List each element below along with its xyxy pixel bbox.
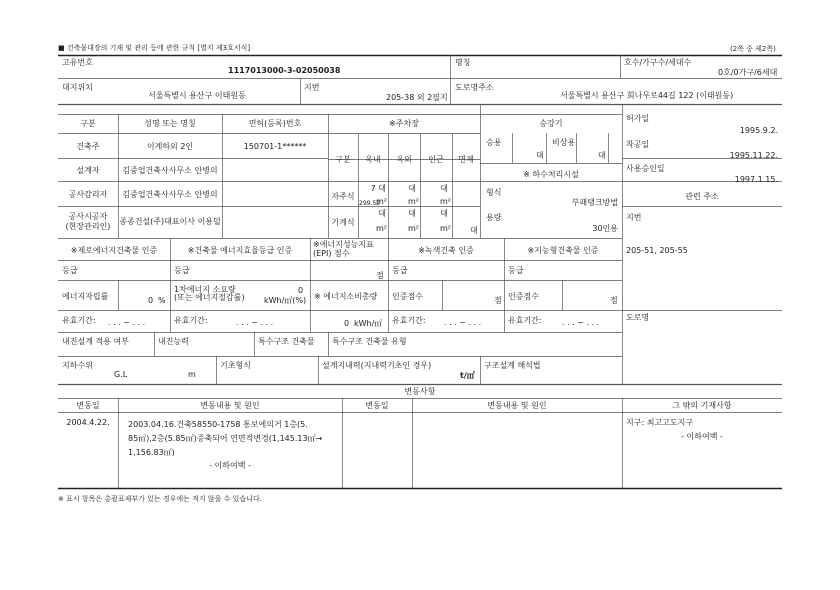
sewage-type-value: 부패탱크방법: [571, 198, 618, 207]
approval-date-value: 1997.1.15.: [734, 175, 778, 184]
seismic-capacity-label: 내진능력: [158, 337, 189, 346]
parking-mech-outdoor-area: m²: [408, 224, 419, 233]
groundwater-value: G.L: [114, 370, 128, 379]
unique-no-value: 1117013000-3-02050038: [228, 66, 341, 75]
sewage-capacity-label: 용량: [486, 213, 502, 222]
self-rate-label: 에너지자립률: [62, 292, 109, 301]
self-rate-unit: %: [158, 296, 166, 305]
start-date-label: 착공일: [626, 140, 650, 149]
change-entry-line-2: 85㎡),2층(5.85㎡)증축되어 연면적변경(1,145.13㎡→: [128, 434, 323, 443]
self-rate-value: 0: [148, 296, 154, 305]
parking-self-nearby-count: 대: [440, 184, 448, 193]
epi-score-unit: 점: [376, 271, 384, 280]
related-road-label: 도로명: [626, 313, 650, 322]
approval-date-label: 사용승인일: [626, 164, 665, 173]
smart-building-cert: ※지능형건축물 인증: [527, 246, 599, 255]
zero-energy-cert: ※제로에너지건축물 인증: [70, 246, 158, 255]
parking-mech-indoor-area: m²: [376, 224, 387, 233]
parking-col-type: 구분: [335, 155, 351, 164]
parking-self-indoor-count: 7 대: [370, 184, 386, 193]
elevator-title: 승강기: [539, 119, 563, 128]
energy-consumption-label: ※ 에너지소비총량: [314, 292, 378, 301]
energy-efficiency-cert: ※건축물 에너지효율등급 인증: [187, 246, 293, 255]
smart-cert-score-label: 인증점수: [508, 292, 539, 301]
zero-validity-label: 유효기간:: [62, 316, 96, 325]
parking-self-outdoor-area: m²: [408, 197, 419, 206]
parking-col-outdoor: 옥외: [396, 155, 412, 164]
green-cert-score-label: 인증점수: [392, 292, 423, 301]
change-entry-end: - 이하여백 -: [209, 461, 251, 470]
special-structure-label: 특수구조 건축물: [258, 337, 315, 346]
eff-validity-value: . . . ~ . . .: [236, 318, 274, 327]
parking-exempt-unit: 대: [470, 226, 478, 235]
parking-col-nearby: 인근: [428, 155, 444, 164]
changes-col-date2: 변동일: [365, 401, 389, 410]
name-label: 명칭: [455, 58, 471, 67]
other-entry-end: - 이하여백 -: [681, 432, 723, 441]
bearing-label: 설계지내력(지내력기초인 경우): [322, 361, 432, 370]
lot-value: 205-38 외 2필지: [386, 93, 448, 102]
energy-consumption-unit: kWh/㎡: [354, 319, 383, 328]
permit-date-label: 허가일: [626, 114, 650, 123]
changes-col-other: 그 밖의 기재사항: [672, 401, 732, 410]
sewage-capacity-value: 30인용: [592, 224, 618, 233]
parking-col-exempt: 면제: [458, 155, 474, 164]
people-type-contractor: 공사시공자 (현장관리인): [65, 212, 111, 231]
green-validity-label: 유효기간:: [392, 316, 426, 325]
eff-grade-label: 등급: [174, 266, 190, 275]
parking-mech-label: 기계식: [331, 218, 355, 227]
parking-mech-outdoor-count: 대: [408, 209, 416, 218]
people-col-name: 성명 또는 명칭: [144, 119, 196, 128]
people-type-owner: 건축주: [76, 142, 100, 151]
parking-self-indoor-area: m²: [376, 197, 387, 206]
groundwater-label: 지하수위: [62, 361, 93, 370]
people-type-designer: 설계자: [76, 166, 100, 175]
road-value: 서울특별시 용산구 회나무로44길 122 (이태원동): [560, 91, 734, 100]
page-indicator: (2쪽 중 제2쪽): [730, 45, 776, 53]
energy-consumption-value: 0: [344, 319, 350, 328]
parking-self-outdoor-count: 대: [408, 184, 416, 193]
people-name-owner: 이계하외 2인: [146, 142, 194, 151]
elevator-emergency-unit: 대: [598, 151, 606, 160]
parking-self-indoor-small: 299.52: [359, 200, 380, 207]
primary-energy-unit: kWh/㎡(%): [264, 296, 307, 305]
related-lot-label: 지번: [626, 213, 642, 222]
parking-mech-indoor-count: 대: [378, 209, 386, 218]
parking-self-label: 자주식: [331, 192, 355, 201]
change-entry-line-3: 1,156.83㎡): [128, 448, 175, 457]
smart-grade-label: 등급: [508, 266, 524, 275]
lot-label: 지번: [304, 83, 320, 92]
units-value: 0호/0가구/6세대: [718, 68, 778, 77]
elevator-emergency-label: 비상용: [552, 138, 576, 147]
other-entry-line: 지구: 최고고도지구: [626, 418, 694, 427]
related-lot-value: 205-51, 205-55: [626, 246, 688, 255]
people-name-contractor: 종종건설(주)대표이사 이용덜: [119, 217, 221, 226]
elevator-passenger-unit: 대: [536, 151, 544, 160]
foundation-label: 기초형식: [220, 361, 251, 370]
change-entry-date: 2004.4.22.: [66, 418, 110, 427]
green-grade-label: 등급: [392, 266, 408, 275]
eff-validity-label: 유효기간:: [174, 316, 208, 325]
green-building-cert: ※녹색건축 인증: [418, 246, 474, 255]
parking-self-nearby-area: m²: [440, 197, 451, 206]
sewage-type-label: 형식: [486, 188, 502, 197]
unique-no-label: 고유번호: [62, 58, 93, 67]
smart-validity-label: 유효기간:: [508, 316, 542, 325]
green-validity-value: . . . ~ . . .: [444, 318, 482, 327]
epi-score-title: ※에너지성능지표(EPI) 점수: [313, 240, 374, 258]
special-structure-type-label: 특수구조 건축물 유형: [332, 337, 407, 346]
people-license-owner: 150701-1******: [243, 142, 307, 151]
people-col-type: 구분: [80, 119, 96, 128]
people-name-designer: 김중업건축사사무소 안병의: [122, 166, 218, 175]
permit-date-value: 1995.9.2.: [739, 126, 778, 135]
analysis-label: 구조설계 해석법: [484, 361, 541, 370]
parking-mech-nearby-area: m²: [440, 224, 451, 233]
zero-grade-label: 등급: [62, 266, 78, 275]
changes-title: 변동사항: [404, 387, 436, 396]
bearing-unit: t/㎡: [460, 371, 475, 380]
primary-energy-label: 1차에너지 소요량 (또는 에너지절감률): [174, 285, 245, 302]
primary-energy-value: 0: [298, 286, 304, 295]
units-label: 호수/가구수/세대수: [624, 58, 692, 67]
groundwater-unit: m: [188, 370, 196, 379]
green-cert-score-unit: 점: [494, 296, 502, 305]
smart-validity-value: . . . ~ . . .: [562, 318, 600, 327]
footer-note: ※ 표시 항목은 총괄표제부가 있는 경우에는 적지 않을 수 있습니다.: [58, 495, 262, 503]
people-name-supervisor: 김중업건축사사무소 안병의: [122, 190, 218, 199]
parking-title: ※주차장: [389, 119, 419, 128]
start-date-value: 1995.11.22.: [729, 151, 778, 160]
seismic-design-label: 내진설계 적용 여부: [62, 337, 129, 346]
form-title: ■ 건축물대장의 기재 및 관리 등에 관한 규칙 [별지 제3호서식]: [58, 44, 251, 52]
road-label: 도로명주소: [455, 83, 494, 92]
people-type-supervisor: 공사감리자: [68, 190, 108, 199]
site-value: 서울특별시 용산구 이태원동: [148, 91, 246, 100]
elevator-passenger-label: 승용: [486, 138, 502, 147]
site-label: 대지위치: [62, 83, 93, 92]
smart-cert-score-unit: 점: [610, 296, 618, 305]
change-entry-line-1: 2003.04.16.건축58550-1758 통보에의거 1층(5.: [128, 420, 308, 429]
parking-col-indoor: 옥내: [365, 155, 381, 164]
sewage-title: ※ 하수처리시설: [523, 170, 579, 179]
related-address-title: 관련 주소: [685, 192, 719, 201]
changes-col-content2: 변동내용 및 원인: [487, 401, 547, 410]
parking-mech-nearby-count: 대: [440, 209, 448, 218]
changes-col-content: 변동내용 및 원인: [200, 401, 260, 410]
changes-col-date: 변동일: [76, 401, 100, 410]
people-col-license: 면허(등록)번호: [248, 119, 302, 128]
zero-validity-value: . . . ~ . . .: [108, 318, 146, 327]
